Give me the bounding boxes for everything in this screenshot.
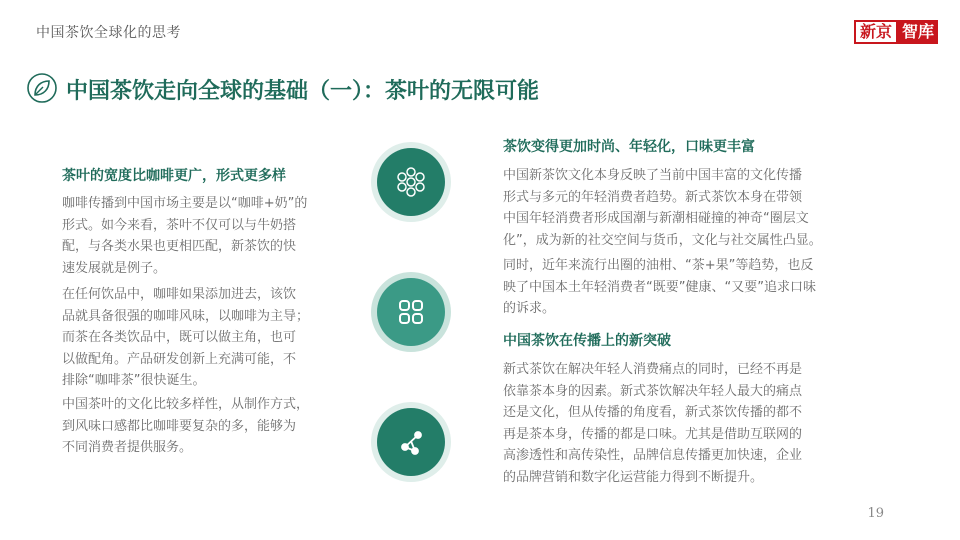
text-line: 形式。如今来看，茶叶不仅可以与牛奶搭	[62, 217, 297, 233]
text-line: 到风味口感都比咖啡要复杂的多，能够为	[62, 418, 297, 434]
text-line: 还是文化，但从传播的角度看，新式茶饮传播的都不	[503, 405, 803, 420]
leaf-icon	[26, 72, 58, 104]
text-line: 以做配角。产品研发创新上充满可能，不	[62, 351, 297, 367]
icon-circle-2	[371, 272, 451, 352]
text-line: 排除“咖啡茶”很快诞生。	[62, 373, 206, 388]
text-line: 品就具备很强的咖啡风味，以咖啡为主导；	[62, 308, 310, 324]
share-nodes-icon	[391, 422, 431, 462]
logo-part-1: 新京	[854, 20, 898, 44]
text-line: 而茶在各类饮品中，既可以做主角，也可	[62, 330, 297, 345]
text-line: 再是茶本身，传播的都是口味。尤其是借助互联网的	[503, 426, 803, 442]
text-line: 咖啡传播到中国市场主要是以“咖啡+奶”的	[62, 196, 308, 211]
right-paragraph-3	[503, 359, 802, 488]
text-line: 映了中国本土年轻消费者“既要”健康、“又要”追求口味	[503, 279, 816, 295]
text-line: 形式与多元的年轻消费者趋势。新式茶饮本身在带领	[503, 189, 803, 205]
text-line: 速发展就是例子。	[62, 260, 167, 276]
grid-apps-icon	[391, 292, 431, 332]
text-line: 依靠茶本身的因素。新式茶饮解决年轻人最大的痛点	[503, 383, 803, 399]
text-line: 不同消费者提供服务。	[62, 440, 193, 455]
text-line: 中国茶叶的文化比较多样性，从制作方式，	[62, 397, 310, 412]
text-line: 配，与各类水果也更相匹配，新茶饮的快	[62, 239, 297, 254]
header-title: 中国茶饮全球化的思考	[36, 25, 181, 41]
brand-logo	[854, 20, 938, 44]
page-number: 19	[867, 506, 884, 521]
text-line: 高渗透性和高传染性，品牌信息传播更加快速，企业	[503, 448, 803, 463]
text-line: 新式茶饮在解决年轻人消费痛点的同时，已经不再是	[503, 362, 803, 377]
right-paragraph-2	[503, 255, 816, 320]
right-heading-2: 中国茶饮在传播上的新突破	[503, 333, 671, 349]
text-line: 化”，成为新的社交空间与货币，文化与社交属性凸显。	[503, 232, 822, 248]
text-line: 中国年轻消费者形成国潮与新潮相碰撞的神奇“圈层文	[503, 211, 809, 226]
left-paragraph-1	[62, 193, 307, 279]
left-heading: 茶叶的宽度比咖啡更广，形式更多样	[62, 168, 286, 184]
text-line: 在任何饮品中，咖啡如果添加进去，该饮	[62, 287, 297, 302]
text-line: 中国新茶饮文化本身反映了当前中国丰富的文化传播	[503, 168, 803, 183]
hexagon-cluster-icon	[391, 162, 431, 202]
icon-circle-1	[371, 142, 451, 222]
icon-circle-3	[371, 402, 451, 482]
logo-part-2: 智库	[898, 20, 938, 44]
left-paragraph-2	[62, 284, 309, 392]
text-line: 的品牌营销和数字化运营能力得到不断提升。	[503, 469, 764, 485]
text-line: 的诉求。	[503, 301, 556, 316]
slide-title: 中国茶饮走向全球的基础（一）：茶叶的无限可能	[66, 79, 540, 104]
left-paragraph-3	[62, 394, 309, 459]
right-paragraph-1	[503, 165, 822, 251]
text-line: 同时，近年来流行出圈的油柑、“茶+果”等趋势，也反	[503, 258, 814, 273]
right-heading-1: 茶饮变得更加时尚、年轻化，口味更丰富	[503, 139, 755, 155]
